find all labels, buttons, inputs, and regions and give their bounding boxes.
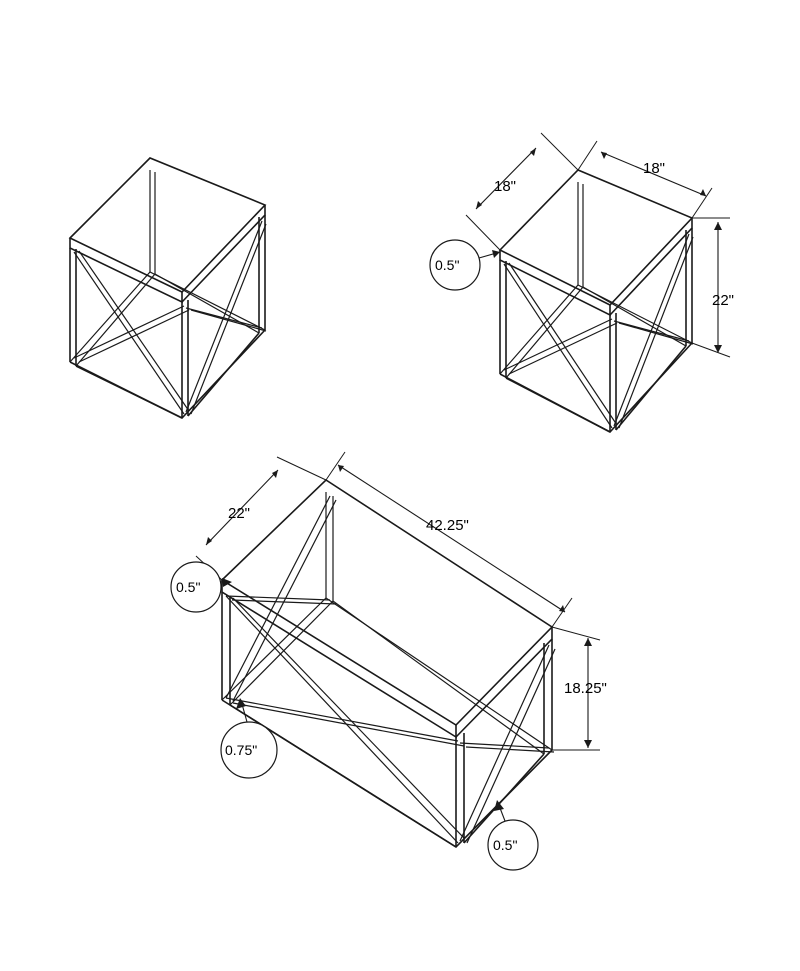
end-table-right-width-label: 18" (643, 160, 666, 177)
coffee-table-ext-length-b (552, 598, 572, 627)
figure-coffee-table (171, 452, 600, 870)
end-table-right-brace-b2 (509, 323, 617, 374)
coffee-table-callout-frame-thickness-bubble (221, 722, 277, 778)
end-table-right-top-surface (500, 170, 692, 305)
coffee-table-length-label: 42.25" (426, 517, 469, 534)
coffee-table-callout-leg-thickness-leader (500, 808, 505, 821)
end-table-right-bottom-rail-front-inner (506, 378, 610, 432)
end-table-right-dim-depth-arrow-1 (530, 148, 536, 156)
coffee-table-callout-leg-thickness-arrow (494, 800, 504, 811)
end-table-right-height-label: 22" (712, 292, 735, 309)
end-table-right-dim-width-arrow-1 (601, 152, 607, 159)
end-table-right-ext-width-a (578, 141, 597, 170)
end-table-left-bottom-rail-front (70, 330, 265, 418)
end-table-right-brace-b1 (504, 319, 612, 370)
coffee-table-dim-height-arrow-1 (584, 638, 592, 646)
coffee-table-depth-label: 22" (228, 505, 251, 522)
coffee-table-callout-top-thickness-bubble (171, 562, 221, 612)
coffee-table-dim-depth-line (206, 470, 278, 545)
end-table-right-dim-depth-line (476, 148, 536, 209)
figure-end-table-right (430, 133, 730, 432)
end-table-right-top-thickness-label: 0.5" (435, 257, 460, 273)
end-table-right-bottom-rail-front (500, 343, 692, 432)
end-table-left-top-surface (70, 158, 265, 292)
coffee-table-height-label: 18.25" (564, 680, 607, 697)
end-table-right-callout-thickness-arrow (492, 250, 500, 258)
end-table-left-bottom-rail-right-inner (188, 333, 259, 416)
coffee-table-top-surface (222, 480, 552, 725)
end-table-right-ext-depth-b (466, 215, 500, 250)
coffee-table-dim-depth-arrow-2 (206, 537, 212, 545)
coffee-table-callout-leg-thickness-bubble (488, 820, 538, 870)
figure-end-table-left (70, 158, 266, 418)
coffee-table-top-thickness-label: 0.5" (176, 579, 201, 595)
end-table-right-dim-width-arrow-2 (700, 189, 706, 196)
coffee-table-dim-height-arrow-2 (584, 740, 592, 748)
end-table-right-bottom-rail-right-inner (616, 346, 686, 430)
coffee-table-ext-depth-a (277, 457, 326, 480)
end-table-left-brace-b1 (74, 306, 184, 358)
end-table-right-ext-height-b (692, 343, 730, 357)
end-table-left-brace-b2 (79, 310, 189, 362)
end-table-right-depth-label: 18" (494, 178, 517, 195)
end-table-right-dim-depth-arrow-2 (476, 201, 482, 209)
coffee-table-ext-height-a (552, 627, 600, 640)
end-table-right-dim-height-arrow-1 (714, 222, 722, 230)
end-table-left-bottom-rail-front-inner (76, 366, 182, 418)
coffee-table-leg-thickness-label: 0.5" (493, 837, 518, 853)
coffee-table-frame-thickness-label: 0.75" (225, 742, 258, 758)
end-table-right-callout-thickness-bubble (430, 240, 480, 290)
coffee-table-dim-depth-arrow-1 (272, 470, 278, 478)
end-table-right-ext-depth-a (541, 133, 578, 170)
